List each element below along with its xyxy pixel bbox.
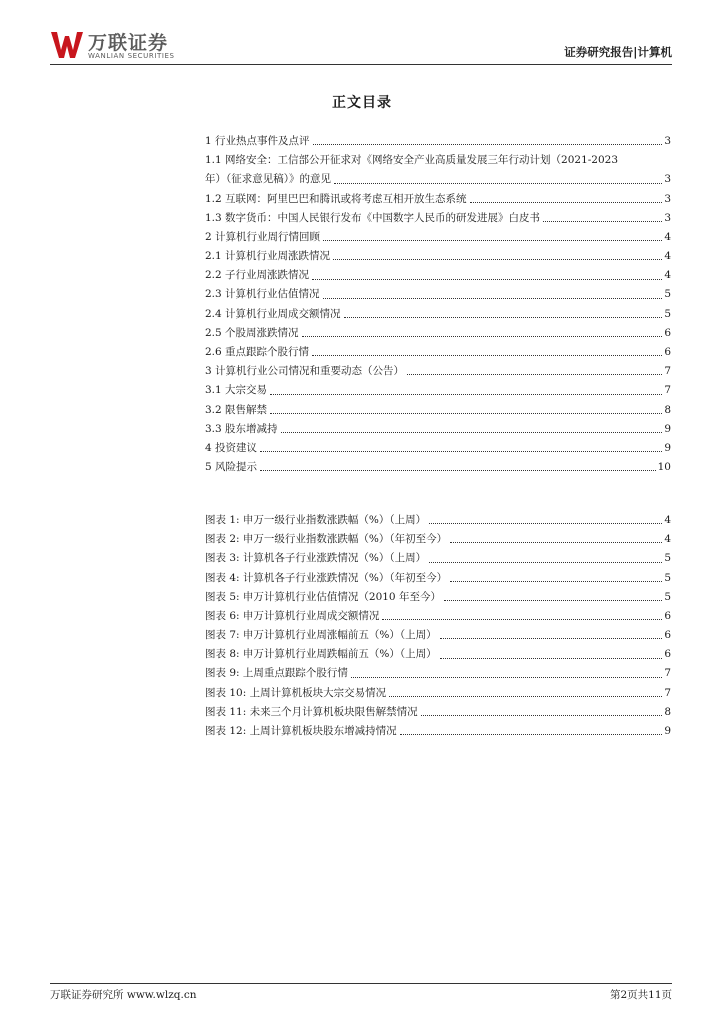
figure-entry[interactable] bbox=[205, 607, 671, 626]
toc-entry-page: 3 bbox=[664, 192, 671, 205]
toc-entry-page: 5 bbox=[664, 288, 671, 301]
dot-leader bbox=[440, 658, 663, 659]
toc-entry-page: 9 bbox=[664, 441, 671, 454]
figure-entry[interactable] bbox=[205, 549, 671, 568]
dot-leader bbox=[382, 619, 662, 620]
page-number: 第2页共11页 bbox=[609, 989, 672, 1001]
figure-entry-text: 图表 9: 上周重点跟踪个股行情 bbox=[205, 667, 348, 680]
toc-entry[interactable] bbox=[205, 362, 671, 381]
toc-entry-page: 6 bbox=[664, 346, 671, 359]
toc-entry[interactable] bbox=[205, 381, 671, 400]
toc-entry[interactable] bbox=[205, 266, 671, 285]
figure-entry[interactable] bbox=[205, 588, 671, 607]
figure-entry-text: 图表 5: 申万计算机行业估值情况（2010 年至今） bbox=[205, 590, 441, 603]
toc-entry-page: 3 bbox=[664, 173, 671, 186]
toc-entry-page: 7 bbox=[664, 384, 671, 397]
figure-entry-text: 图表 1: 申万一级行业指数涨跌幅（%）（上周） bbox=[205, 513, 427, 526]
figure-entry-page: 6 bbox=[664, 609, 671, 622]
figure-list bbox=[205, 511, 671, 741]
footer-source: 万联证券研究所 www.wlzq.cn bbox=[50, 989, 197, 1001]
dot-leader bbox=[323, 240, 662, 241]
figure-entry-page: 9 bbox=[664, 725, 671, 738]
toc-entry[interactable] bbox=[205, 132, 671, 151]
toc-entry-text: 1.3 数字货币：中国人民银行发布《中国数字人民币的研发进展》白皮书 bbox=[205, 211, 541, 224]
toc-entry-text: 3.2 限售解禁 bbox=[205, 403, 268, 416]
figure-entry-text: 图表 4: 计算机各子行业涨跌情况（%）（年初至今） bbox=[205, 571, 448, 584]
toc-entry[interactable] bbox=[205, 170, 671, 189]
figure-entry[interactable] bbox=[205, 530, 671, 549]
toc-entry-text: 1 行业热点事件及点评 bbox=[205, 134, 310, 147]
toc-entry-page: 3 bbox=[664, 211, 671, 224]
figure-entry[interactable] bbox=[205, 569, 671, 588]
dot-leader bbox=[429, 562, 662, 563]
toc-entry-text: 3.3 股东增减持 bbox=[205, 422, 278, 435]
toc-entry-page: 9 bbox=[664, 422, 671, 435]
toc-entry-text: 2.6 重点跟踪个股行情 bbox=[205, 346, 310, 359]
dot-leader bbox=[260, 451, 662, 452]
dot-leader bbox=[450, 542, 662, 543]
toc-entry-page: 5 bbox=[664, 307, 671, 320]
figure-entry[interactable] bbox=[205, 626, 671, 645]
toc-entry[interactable] bbox=[205, 228, 671, 247]
toc-entry[interactable] bbox=[205, 151, 671, 170]
toc-entry-text: 1.2 互联网：阿里巴巴和腾讯或将考虑互相开放生态系统 bbox=[205, 192, 467, 205]
toc-entry-text: 2.1 计算机行业周涨跌情况 bbox=[205, 250, 331, 263]
report-category: 证券研究报告|计算机 bbox=[564, 45, 672, 59]
toc-entry-text: 年）（征求意见稿）》的意见 bbox=[205, 173, 331, 186]
dot-leader bbox=[470, 202, 663, 203]
figure-entry-text: 图表 6: 申万计算机行业周成交额情况 bbox=[205, 609, 380, 622]
toc-entry[interactable] bbox=[205, 420, 671, 439]
logo-text-cn: 万联证券 bbox=[88, 32, 169, 54]
company-logo bbox=[50, 28, 210, 64]
figure-entry-text: 图表 2: 申万一级行业指数涨跌幅（%）（年初至今） bbox=[205, 533, 448, 546]
dot-leader bbox=[400, 734, 663, 735]
toc-entry[interactable] bbox=[205, 401, 671, 420]
dot-leader bbox=[333, 259, 662, 260]
footer-divider bbox=[50, 983, 672, 984]
figure-entry-page: 5 bbox=[664, 590, 671, 603]
dot-leader bbox=[450, 581, 662, 582]
toc-entry-page: 4 bbox=[664, 269, 671, 282]
figure-entry-page: 7 bbox=[664, 667, 671, 680]
dot-leader bbox=[407, 374, 662, 375]
dot-leader bbox=[270, 413, 662, 414]
toc-entry-page: 6 bbox=[664, 326, 671, 339]
dot-leader bbox=[312, 355, 662, 356]
figure-entry[interactable] bbox=[205, 703, 671, 722]
toc-entry[interactable] bbox=[205, 458, 671, 477]
figure-entry[interactable] bbox=[205, 511, 671, 530]
dot-leader bbox=[344, 317, 663, 318]
dot-leader bbox=[429, 523, 662, 524]
figure-entry[interactable] bbox=[205, 684, 671, 703]
logo-w-icon bbox=[50, 30, 84, 60]
figure-entry[interactable] bbox=[205, 665, 671, 684]
dot-leader bbox=[440, 638, 663, 639]
figure-entry-text: 图表 3: 计算机各子行业涨跌情况（%）（上周） bbox=[205, 552, 427, 565]
dot-leader bbox=[444, 600, 662, 601]
toc-entry-page: 7 bbox=[664, 365, 671, 378]
toc-entry-page: 3 bbox=[664, 134, 671, 147]
figure-entry-page: 5 bbox=[664, 552, 671, 565]
page-header bbox=[50, 28, 672, 64]
figure-entry-page: 5 bbox=[664, 571, 671, 584]
figure-entry-text: 图表 8: 申万计算机行业周跌幅前五（%）（上周） bbox=[205, 648, 437, 661]
page-title: 正文目录 bbox=[332, 95, 392, 111]
figure-entry[interactable] bbox=[205, 722, 671, 741]
toc-entry-page: 4 bbox=[664, 250, 671, 263]
figure-entry-text: 图表 12: 上周计算机板块股东增减持情况 bbox=[205, 725, 397, 738]
figure-entry-page: 7 bbox=[664, 686, 671, 699]
toc-entry[interactable] bbox=[205, 190, 671, 209]
toc-entry[interactable] bbox=[205, 343, 671, 362]
dot-leader bbox=[313, 144, 663, 145]
figure-entry-page: 6 bbox=[664, 629, 671, 642]
figure-entry-page: 6 bbox=[664, 648, 671, 661]
table-of-contents bbox=[205, 132, 671, 477]
toc-entry-page: 10 bbox=[657, 461, 671, 474]
toc-entry[interactable] bbox=[205, 209, 671, 228]
toc-entry-text: 2.2 子行业周涨跌情况 bbox=[205, 269, 310, 282]
header-divider bbox=[50, 64, 672, 65]
toc-entry-text: 2 计算机行业周行情回顾 bbox=[205, 230, 321, 243]
toc-entry-text: 2.4 计算机行业周成交额情况 bbox=[205, 307, 341, 320]
toc-entry-text: 3.1 大宗交易 bbox=[205, 384, 268, 397]
dot-leader bbox=[543, 221, 662, 222]
figure-entry-text: 图表 7: 申万计算机行业周涨幅前五（%）（上周） bbox=[205, 629, 437, 642]
figure-entry-page: 8 bbox=[664, 705, 671, 718]
toc-entry[interactable] bbox=[205, 439, 671, 458]
toc-entry[interactable] bbox=[205, 305, 671, 324]
toc-entry-page: 8 bbox=[664, 403, 671, 416]
figure-entry[interactable] bbox=[205, 645, 671, 664]
dot-leader bbox=[389, 696, 662, 697]
dot-leader bbox=[260, 470, 656, 471]
toc-entry[interactable] bbox=[205, 247, 671, 266]
figure-entry-page: 4 bbox=[664, 513, 671, 526]
dot-leader bbox=[351, 677, 662, 678]
toc-entry-text: 5 风险提示 bbox=[205, 461, 258, 474]
dot-leader bbox=[323, 298, 663, 299]
dot-leader bbox=[421, 715, 663, 716]
toc-entry[interactable] bbox=[205, 286, 671, 305]
figure-entry-text: 图表 10: 上周计算机板块大宗交易情况 bbox=[205, 686, 387, 699]
logo-text-en: WANLIAN SECURITIES bbox=[88, 52, 175, 60]
dot-leader bbox=[334, 183, 662, 184]
toc-entry-text: 2.5 个股周涨跌情况 bbox=[205, 326, 299, 339]
toc-entry-text: 4 投资建议 bbox=[205, 441, 258, 454]
figure-entry-text: 图表 11: 未来三个月计算机板块限售解禁情况 bbox=[205, 705, 418, 718]
toc-entry-text: 3 计算机行业公司情况和重要动态（公告） bbox=[205, 365, 405, 378]
toc-entry-page: 4 bbox=[664, 230, 671, 243]
dot-leader bbox=[270, 394, 662, 395]
figure-entry-page: 4 bbox=[664, 533, 671, 546]
dot-leader bbox=[312, 279, 662, 280]
dot-leader bbox=[281, 432, 663, 433]
toc-entry-text: 2.3 计算机行业估值情况 bbox=[205, 288, 320, 301]
dot-leader bbox=[302, 336, 663, 337]
toc-entry[interactable] bbox=[205, 324, 671, 343]
toc-entry-text: 1.1 网络安全：工信部公开征求对《网络安全产业高质量发展三年行动计划（2021-2023 bbox=[205, 154, 619, 167]
